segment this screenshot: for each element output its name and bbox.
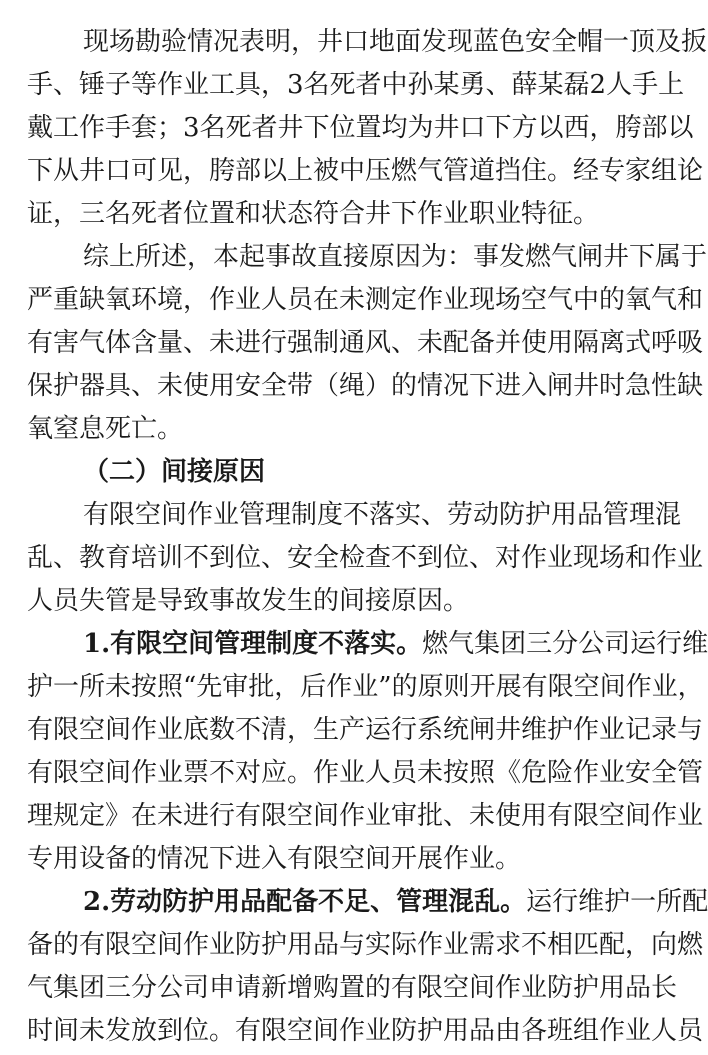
- text-line: 人员失管是导致事故发生的间接原因。: [27, 586, 470, 616]
- text-line: 氧窒息死亡。: [27, 414, 184, 444]
- text-line: [27, 623, 708, 666]
- text-line: 专用设备的情况下进入有限空间开展作业。: [27, 844, 522, 874]
- text-line: 证，三名死者位置和状态符合井下作业职业特征。: [27, 199, 600, 229]
- text-line: [27, 881, 708, 924]
- text-span: 运行维护一所配: [526, 887, 708, 917]
- text-line: 有限空间作业管理制度不落实、劳动防护用品管理混: [83, 500, 682, 530]
- text-line: 戴工作手套；3名死者井下位置均为井口下方以西，胯部以: [27, 113, 694, 143]
- text-line: 有害气体含量、未进行强制通风、未配备并使用隔离式呼吸: [27, 328, 704, 358]
- point-2-lead: 2.劳动防护用品配备不足、管理混乱。: [83, 887, 527, 917]
- text-line: 现场勘验情况表明，井口地面发现蓝色安全帽一顶及扳: [83, 27, 708, 57]
- text-line: 有限空间作业底数不清，生产运行系统闸井维护作业记录与: [27, 715, 704, 745]
- paragraph-point-1: [27, 623, 708, 881]
- paragraph-point-2: [27, 881, 708, 1053]
- paragraph-direct-cause: [27, 236, 708, 451]
- text-line: 乱、教育培训不到位、安全检查不到位、对作业现场和作业: [27, 543, 704, 573]
- document-page: [27, 21, 708, 1053]
- text-line: 气集团三分公司申请新增购置的有限空间作业防护用品长: [27, 973, 678, 1003]
- text-span: 燃气集团三分公司运行维: [422, 629, 708, 659]
- text-line: 严重缺氧环境，作业人员在未测定作业现场空气中的氧气和: [27, 285, 704, 315]
- text-line: 下从井口可见，胯部以上被中压燃气管道挡住。经专家组论: [27, 156, 704, 186]
- text-line: 时间未发放到位。有限空间作业防护用品由各班组作业人员: [27, 1016, 704, 1046]
- text-line: 备的有限空间作业防护用品与实际作业需求不相匹配，向燃: [27, 930, 704, 960]
- text-line: 理规定》在未进行有限空间作业审批、未使用有限空间作业: [27, 801, 704, 831]
- text-line: 护一所未按照“先审批，后作业”的原则开展有限空间作业，: [27, 672, 704, 702]
- text-line: 有限空间作业票不对应。作业人员未按照《危险作业安全管: [27, 758, 704, 788]
- paragraph-site-inspection: [27, 21, 708, 236]
- section-heading-indirect-cause: （二）间接原因: [83, 457, 266, 487]
- text-line: 手、锤子等作业工具，3名死者中孙某勇、薛某磊2人手上: [27, 70, 685, 100]
- text-line: 综上所述，本起事故直接原因为：事发燃气闸井下属于: [83, 242, 708, 272]
- point-1-lead: 1.有限空间管理制度不落实。: [83, 629, 423, 659]
- paragraph-indirect-summary: [27, 494, 704, 623]
- text-line: 保护器具、未使用安全带（绳）的情况下进入闸井时急性缺: [27, 371, 704, 401]
